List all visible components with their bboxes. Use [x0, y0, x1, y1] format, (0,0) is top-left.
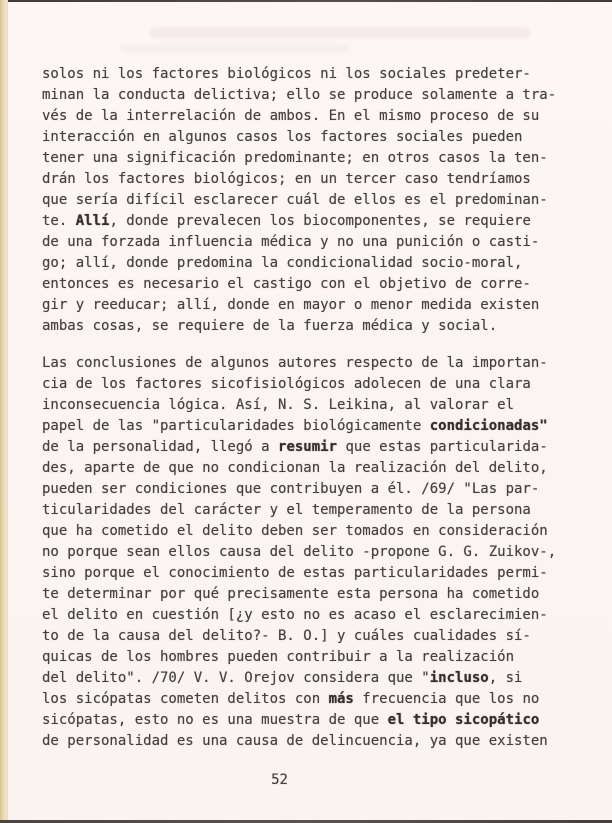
text-line: quicas de los hombres pueden contribuir a la realización: [42, 649, 515, 665]
text-line: papel de las "particularidades biológicamente condicionadas": [42, 418, 548, 434]
text-line: de una forzada influencia médica y no una punición o casti-: [42, 234, 540, 250]
text-line: ambas cosas, se requiere de la fuerza médica y social.: [42, 318, 498, 334]
text-line: Las conclusiones de algunos autores respecto de la importan-: [42, 355, 548, 371]
text-line: del delito". /70/ V. V. Orejov considera que "incluso, si: [42, 670, 523, 686]
text-line: no porque sean ellos causa del delito -propone G. G. Zuikov-,: [42, 544, 557, 560]
ink-bleedthrough-mark: [120, 44, 350, 53]
text-line: solos ni los factores biológicos ni los sociales predeter-: [42, 66, 531, 82]
text-line: des, aparte de que no condicionan la realización del delito,: [42, 460, 548, 476]
text-line: de la personalidad, llegó a resumir que estas particularida-: [42, 439, 548, 455]
text-line: interacción en algunos casos los factores sociales pueden: [42, 129, 523, 145]
text-line: el delito en cuestión [¿y esto no es acaso el esclarecimien-: [42, 607, 548, 623]
text-line: sicópatas, esto no es una muestra de que el tipo sicopático: [42, 712, 540, 728]
text-line: sino porque el conocimiento de estas particularidades permi-: [42, 565, 548, 581]
page-edge-strip: [0, 0, 8, 823]
text-line: de personalidad es una causa de delincuencia, ya que existen: [42, 733, 548, 749]
text-line: drán los factores biológicos; en un tercer caso tendríamos: [42, 171, 531, 187]
page-number: 52: [271, 772, 288, 788]
scan-top-border: [0, 0, 612, 2]
text-line: to de la causa del delito?- B. O.] y cuáles cualidades sí-: [42, 628, 531, 644]
text-line: minan la conducta delictiva; ello se produce solamente a tra-: [42, 87, 557, 103]
paragraph: [42, 64, 582, 337]
ink-bleedthrough-mark: [150, 27, 530, 38]
text-line: cia de los factores sicofisiológicos adolecen de una clara: [42, 376, 531, 392]
text-line: inconsecuencia lógica. Así, N. S. Leikina, al valorar el: [42, 397, 515, 413]
text-line: go; allí, donde predomina la condicionalidad socio-moral,: [42, 255, 523, 271]
text-line: pueden ser condiciones que contribuyen a él. /69/ "Las par-: [42, 481, 540, 497]
text-line: te. Allí, donde prevalecen los biocomponentes, se requiere: [42, 213, 531, 229]
text-line: tener una significación predominante; en otros casos la ten-: [42, 150, 548, 166]
paragraph: [42, 353, 582, 752]
text-line: que sería difícil esclarecer cuál de ellos es el predominan-: [42, 192, 548, 208]
text-block: [42, 64, 582, 752]
text-line: entonces es necesario el castigo con el objetivo de corre-: [42, 276, 531, 292]
text-line: te determinar por qué precisamente esta persona ha cometido: [42, 586, 540, 602]
text-line: ticularidades del carácter y el temperamento de la persona: [42, 502, 531, 518]
text-line: que ha cometido el delito deben ser tomados en consideración: [42, 523, 548, 539]
text-line: los sicópatas cometen delitos con más frecuencia que los no: [42, 691, 540, 707]
text-line: gir y reeducar; allí, donde en mayor o menor medida existen: [42, 297, 540, 313]
text-line: vés de la interrelación de ambos. En el mismo proceso de su: [42, 108, 540, 124]
